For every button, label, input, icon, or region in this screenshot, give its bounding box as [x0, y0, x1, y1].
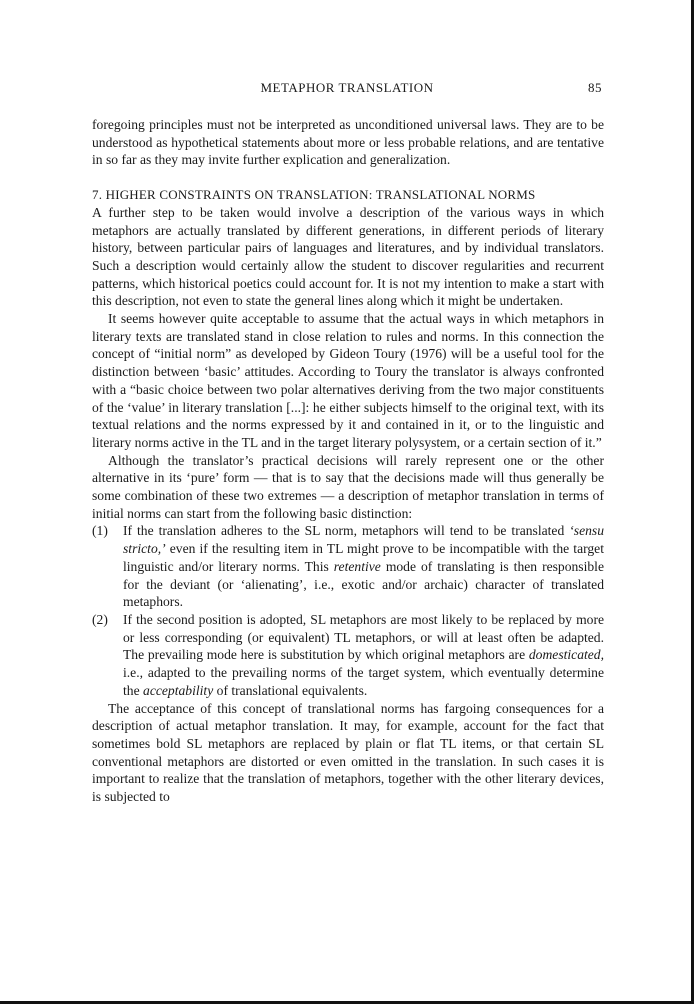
running-title: METAPHOR TRANSLATION: [260, 80, 434, 95]
item2-text-b: i.e., adapted to the prevailing norms of the target system, which eventually determine the: [123, 665, 604, 698]
item2-text-a: If the second position is adopted, SL metaphors are most likely to be replaced by more or less corresponding (or equivalent) TL metaphors, or will at least often be adapted. The prevailing mode here is substitution by which original metaphors are: [123, 611, 604, 663]
paragraph-3: Although the translator’s practical decisions will rarely represent one or the other alternative in its ‘pure’ form — that is to say that the decisions made will thus generally be some combination of these two extremes — a description of metaphor translation in terms of initial norms can start from the following basic distinction:: [92, 452, 604, 521]
item1-text-c: mode of translating is then responsible for the deviant (or ‘alienating’, i.e., exotic and/or archaic) character of translated metaphors.: [123, 558, 604, 610]
item2-italic-a: domesticated,: [528, 647, 604, 663]
page-number: 85: [588, 80, 602, 95]
item2-italic-b: acceptability: [143, 682, 214, 698]
list-item-1-number: (1): [92, 523, 108, 539]
body-text: [92, 116, 604, 806]
section-heading: 7. HIGHER CONSTRAINTS ON TRANSLATION: TRANSLATIONAL NORMS: [92, 187, 536, 203]
item1-text-a: If the translation adheres to the SL norm, metaphors will tend to be translated: [123, 523, 565, 539]
item2-text-c: of translational equivalents.: [216, 682, 368, 698]
paragraph-2: It seems however quite acceptable to assume that the actual ways in which metaphors in literary texts are translated stand in close relation to rules and norms. In this connection the concept of “initial norm” as developed by Gideon Toury (1976) will be a useful tool for the distinction between ‘basic’ attitudes. According to Toury the translator is always confronted with a “basic choice between two polar alternatives deriving from the two major constituents of the ‘value’ in literary translation [...]: he either subjects himself to the original text, with its textual relations and the norms expressed by it and contained in it, or to the linguistic and literary norms active in the TL and in the target literary polysystem, or a certain section of it.”: [92, 311, 604, 450]
paragraph-1: A further step to be taken would involve a description of the various ways in which metaphors are actually translated by different generations, in different periods of literary history, between particular pairs of languages and literatures, and by individual translators. Such a description would certainly allow the student to discover regularities and recurrent patterns, which historical poetics could account for. It is not my intention to make a start with this description, not even to state the general lines along which it might be undertaken.: [92, 204, 604, 309]
list-item-1-text: [123, 522, 604, 611]
list-item-2-text: [123, 611, 604, 700]
running-head: [92, 80, 602, 98]
carryover-paragraph: foregoing principles must not be interpreted as unconditioned universal laws. They are to be understood as hypothetical statements about more or less probable relations, and are tentative in so far as they may invite further explication and generalization.: [92, 117, 604, 168]
item1-italic-b: retentive: [333, 558, 381, 574]
list-item-2-number: (2): [92, 611, 108, 627]
list-item-1: [92, 522, 604, 611]
list-item-2: [92, 611, 604, 700]
paragraph-4: The acceptance of this concept of translational norms has fargoing consequences for a description of actual metaphor translation. It may, for example, account for the fact that sometimes bold SL metaphors are replaced by plain or flat TL items, or that certain SL conventional metaphors are distorted or even omitted in the translation. In such cases it is important to realize that the translation of metaphors, together with the other literary devices, is subjected to: [92, 700, 604, 805]
item1-text-b: even if the resulting item in TL might prove to be incompatible with the target linguistic and/or literary norms. This: [123, 541, 604, 574]
item1-italic-a: ‘sensu stricto,’: [123, 523, 604, 557]
section-gap: [92, 169, 604, 186]
